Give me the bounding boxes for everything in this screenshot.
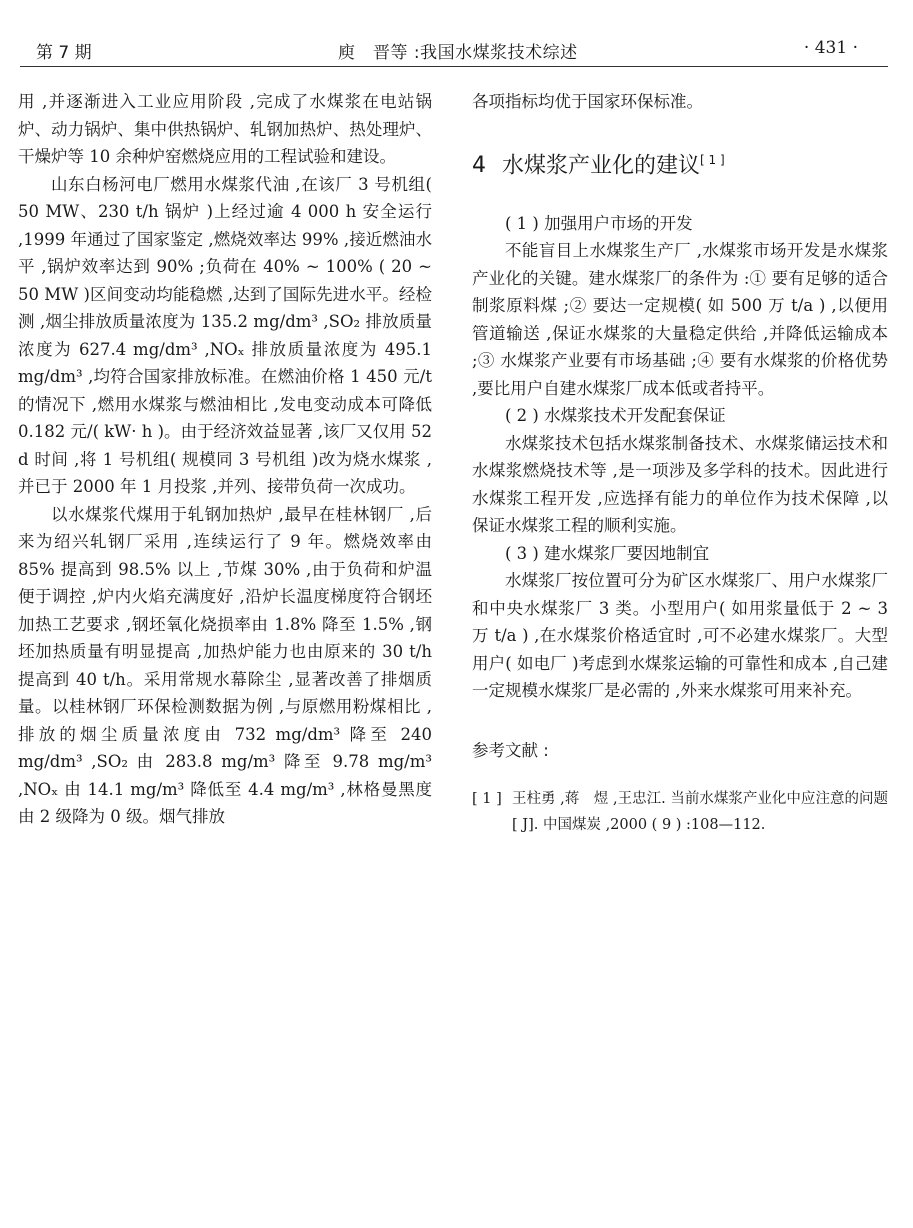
paragraph: 用 ,并逐渐进入工业应用阶段 ,完成了水煤浆在电站锅炉、动力锅炉、集中供热锅炉、轧钢加热炉、热处理炉、干燥炉等 10 余种炉窑燃烧应用的工程试验和建设。	[18, 92, 432, 166]
subheading: ( 3 ) 建水煤浆厂要因地制宜	[505, 543, 710, 563]
section-number: 4	[472, 152, 486, 178]
section-title: 水煤浆产业化的建议	[502, 152, 701, 178]
paragraph: 各项指标均优于国家环保标准。	[472, 92, 703, 111]
paragraph: 不能盲目上水煤浆生产厂 ,水煤浆市场开发是水煤浆产业化的关键。建水煤浆厂的条件为 :① 要有足够的适合制浆原料煤 ;② 要达一定规模( 如 500 万 t/a ) ,以便用管道输送 ,保证水煤浆的大量稳定供给 ,并降低运输成本 ;③ 水煤浆产业要有市场基础 ;④ 要有水煤浆的价格优势 ,要比用户自建水煤浆厂成本低或者持平。	[472, 241, 888, 398]
running-title: 庾 晋等 :我国水煤浆技术综述	[338, 43, 578, 63]
reference-text: 王柱勇 ,蒋 煜 ,王忠江. 当前水煤浆产业化中应注意的问题[ J]. 中国煤炭 ,2000 ( 9 ) :108—112.	[512, 791, 888, 834]
citation-mark: [ 1 ]	[700, 152, 725, 167]
reference-tag: [ 1 ]	[472, 791, 502, 808]
paragraph: 以水煤浆代煤用于轧钢加热炉 ,最早在桂林钢厂 ,后来为绍兴轧钢厂采用 ,连续运行了 9 年。燃烧效率由 85% 提高到 98.5% 以上 ,节煤 30% ,由于负荷和炉温便于调控 ,炉内火焰充满度好 ,沿炉长温度梯度符合钢坯加热工艺要求 ,钢坯氧化烧损率由 1.8% 降至 1.5% ,钢坯加热质量有明显提高 ,加热炉能力也由原来的 30 t/h 提高到 40 t/h。采用常规水幕除尘 ,显著改善了排烟质量。以桂林钢厂环保检测数据为例 ,与原燃用粉煤相比 ,排放的烟尘质量浓度由 732 mg/dm³ 降至 240 mg/dm³ ,SO₂ 由 283.8 mg/m³ 降至 9.78 mg/m³ ,NOₓ 由 14.1 mg/m³ 降低至 4.4 mg/m³ ,林格曼黑度由 2 级降为 0 级。烟气排放	[18, 504, 432, 826]
subheading: ( 2 ) 水煤浆技术开发配套保证	[505, 406, 726, 426]
paragraph: 水煤浆厂按位置可分为矿区水煤浆厂、用户水煤浆厂和中央水煤浆厂 3 类。小型用户( 如用浆量低于 2 ~ 3 万 t/a ) ,在水煤浆价格适宜时 ,可不必建水煤浆厂。大型用户( 如电厂 )考虑到水煤浆运输的可靠性和成本 ,自己建一定规模水煤浆厂是必需的 ,外来水煤浆可用来补充。	[472, 571, 888, 701]
reference-item	[472, 786, 888, 838]
running-header	[20, 36, 888, 67]
subheading: ( 1 ) 加强用户市场的开发	[505, 213, 693, 233]
references-title: 参考文献 :	[472, 740, 549, 760]
page-number: · 431 ·	[803, 38, 858, 58]
left-column	[18, 88, 432, 831]
paragraph: 水煤浆技术包括水煤浆制备技术、水煤浆储运技术和水煤浆燃烧技术等 ,是一项涉及多学科的技术。因此进行水煤浆工程开发 ,应选择有能力的单位作为技术保障 ,以保证水煤浆工程的顺利实施。	[472, 433, 888, 536]
issue-number: 第 7 期	[36, 43, 92, 63]
paragraph: 山东白杨河电厂燃用水煤浆代油 ,在该厂 3 号机组( 50 MW、230 t/h 锅炉 )上经过逾 4 000 h 安全运行 ,1999 年通过了国家鉴定 ,燃烧效率达 99% ,接近燃油水平 ,锅炉效率达到 90% ;负荷在 40% ~ 100% ( 20 ~ 50 MW )区间变动均能稳燃 ,达到了国际先进水平。经检测 ,烟尘排放质量浓度为 135.2 mg/dm³ ,SO₂ 排放质量浓度为 627.4 mg/dm³ ,NOₓ 排放质量浓度为 495.1 mg/dm³ ,均符合国家排放标准。在燃油价格 1 450 元/t 的情况下 ,燃用水煤浆与燃油相比 ,发电变动成本可降低 0.182 元/( kW· h )。由于经济效益显著 ,该厂又仅用 52 d 时间 ,将 1 号机组( 规模同 3 号机组 )改为烧水煤浆 ,并已于 2000 年 1 月投浆 ,并列、接带负荷一次成功。	[18, 174, 432, 496]
section-heading	[472, 146, 888, 180]
right-column	[472, 88, 888, 838]
